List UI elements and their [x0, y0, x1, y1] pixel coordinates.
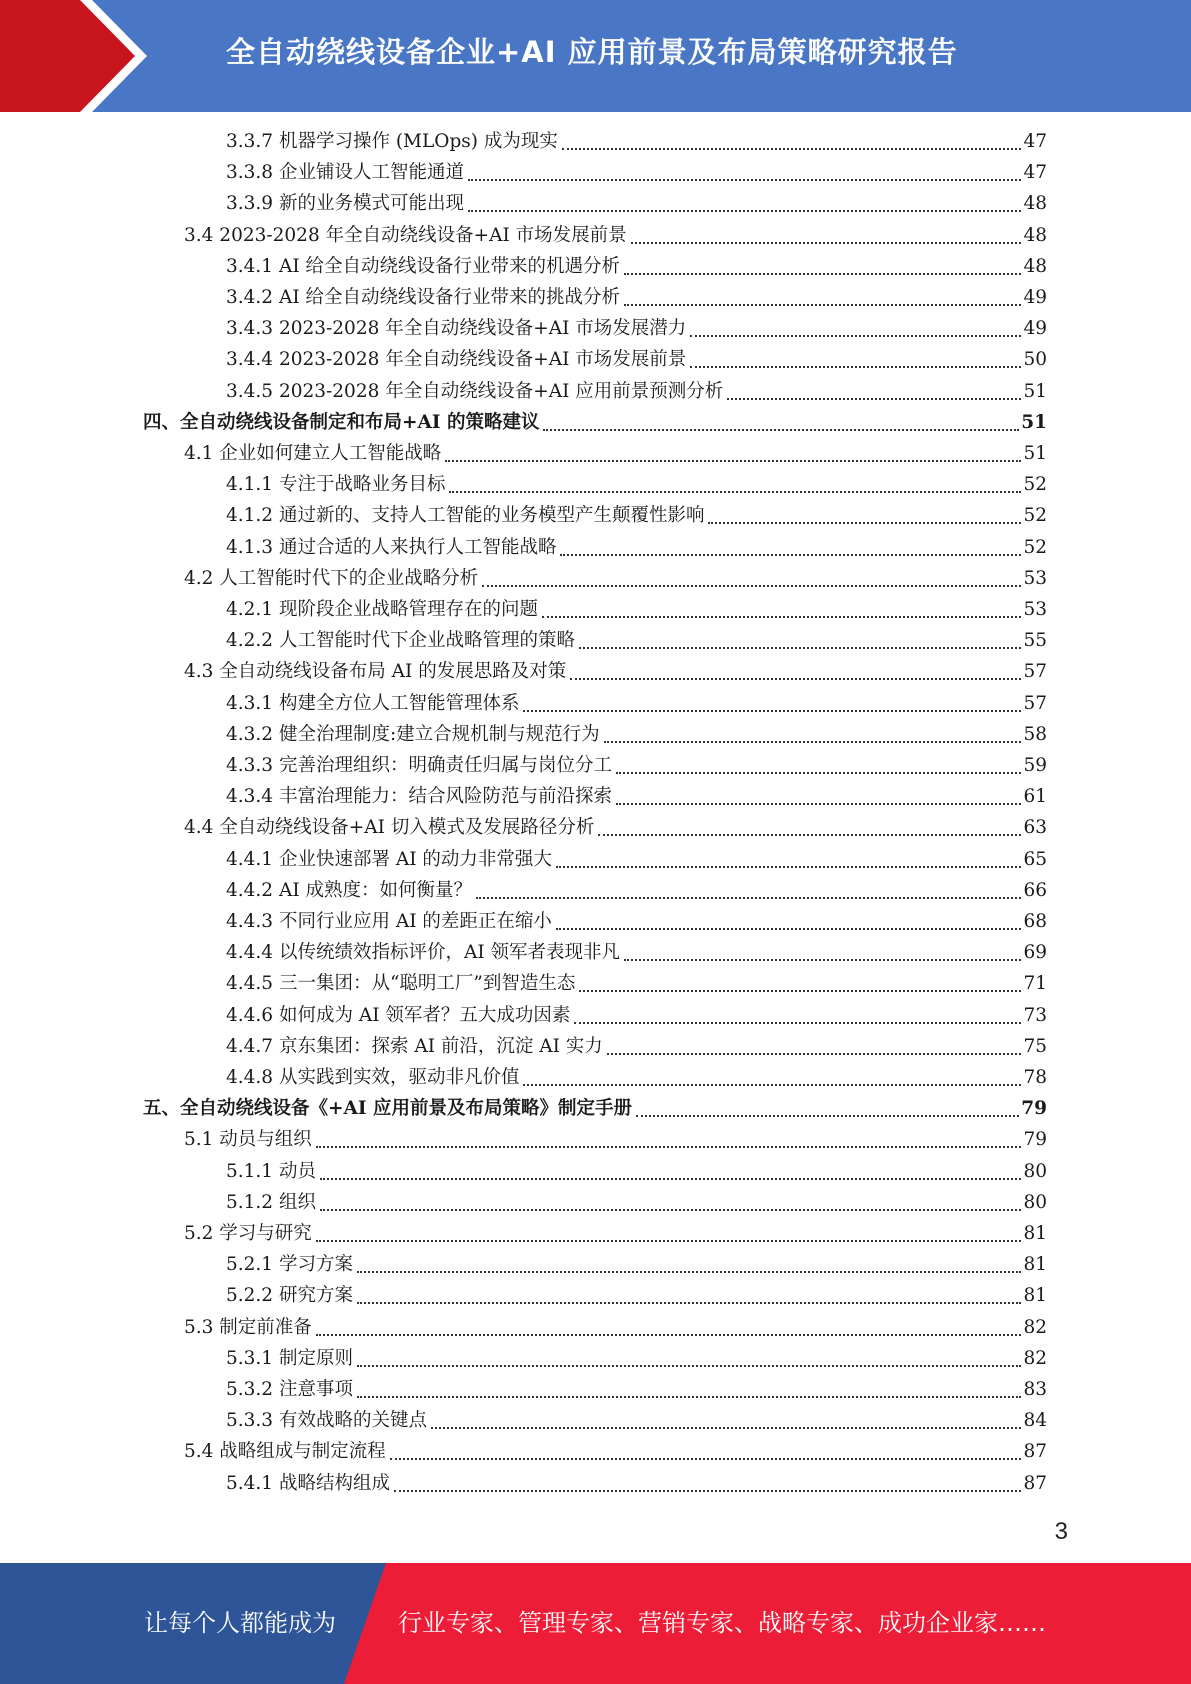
toc-entry-page: 82	[1023, 1348, 1047, 1369]
toc-dot-leader	[523, 1083, 1021, 1086]
toc-dot-leader	[624, 958, 1021, 961]
toc-entry-title: 3.4.5 2023-2028 年全自动绕线设备+AI 应用前景预测分析	[226, 381, 724, 402]
toc-entry[interactable]	[226, 345, 1047, 375]
toc-entry[interactable]	[226, 1001, 1047, 1031]
toc-dot-leader	[394, 1489, 1021, 1492]
toc-dot-leader	[390, 1457, 1022, 1460]
toc-entry[interactable]	[226, 626, 1047, 656]
toc-entry-title: 5.2.2 研究方案	[226, 1285, 353, 1306]
toc-entry-title: 4.4.8 从实践到实效，驱动非凡价值	[226, 1067, 520, 1088]
toc-entry-title: 3.4 2023-2028 年全自动绕线设备+AI 市场发展前景	[184, 225, 627, 246]
toc-entry[interactable]	[226, 1250, 1047, 1280]
toc-entry-page: 83	[1023, 1379, 1047, 1400]
toc-entry-page: 84	[1023, 1410, 1047, 1431]
toc-dot-leader	[708, 521, 1021, 524]
toc-entry[interactable]	[226, 689, 1047, 719]
toc-entry-page: 52	[1023, 505, 1047, 526]
toc-dot-leader	[320, 1177, 1022, 1180]
toc-entry-page: 68	[1023, 911, 1047, 932]
toc-entry-page: 49	[1023, 287, 1047, 308]
toc-entry-title: 5.3.1 制定原则	[226, 1348, 353, 1369]
toc-entry[interactable]	[226, 1157, 1047, 1187]
toc-entry-page: 65	[1023, 849, 1047, 870]
toc-dot-leader	[316, 1145, 1022, 1148]
toc-entry[interactable]	[184, 1125, 1047, 1155]
toc-dot-leader	[431, 1426, 1021, 1429]
toc-entry[interactable]	[226, 1188, 1047, 1218]
toc-entry[interactable]	[184, 1313, 1047, 1343]
toc-entry-page: 48	[1023, 193, 1047, 214]
toc-dot-leader	[316, 1239, 1022, 1242]
toc-entry-title: 5.3.3 有效战略的关键点	[226, 1410, 427, 1431]
toc-dot-leader	[636, 1114, 1019, 1117]
toc-dot-leader	[468, 209, 1021, 212]
toc-entry-page: 75	[1023, 1036, 1047, 1057]
toc-dot-leader	[543, 428, 1019, 431]
toc-entry[interactable]	[226, 533, 1047, 563]
toc-dot-leader	[579, 646, 1021, 649]
toc-entry[interactable]	[143, 1094, 1047, 1124]
toc-dot-leader	[727, 397, 1021, 400]
toc-entry-page: 66	[1023, 880, 1047, 901]
toc-dot-leader	[316, 1333, 1022, 1336]
toc-entry-page: 79	[1023, 1129, 1047, 1150]
toc-entry-page: 58	[1023, 724, 1047, 745]
toc-entry[interactable]	[226, 158, 1047, 188]
toc-entry[interactable]	[226, 1406, 1047, 1436]
toc-entry-page: 47	[1023, 131, 1047, 152]
toc-entry-page: 73	[1023, 1005, 1047, 1026]
toc-entry-title: 4.2.2 人工智能时代下企业战略管理的策略	[226, 630, 575, 651]
toc-entry[interactable]	[226, 470, 1047, 500]
toc-dot-leader	[468, 178, 1021, 181]
toc-dot-leader	[523, 709, 1021, 712]
toc-entry-title: 4.3.4 丰富治理能力：结合风险防范与前沿探索	[226, 786, 612, 807]
toc-entry[interactable]	[226, 1469, 1047, 1499]
toc-entry-title: 4.4.3 不同行业应用 AI 的差距正在缩小	[226, 911, 552, 932]
toc-entry-title: 4.3.3 完善治理组织：明确责任归属与岗位分工	[226, 755, 612, 776]
toc-entry-title: 5.1.2 组织	[226, 1192, 316, 1213]
toc-entry-title: 3.4.1 AI 给全自动绕线设备行业带来的机遇分析	[226, 256, 621, 277]
toc-dot-leader	[357, 1301, 1022, 1304]
toc-entry-page: 81	[1023, 1254, 1047, 1275]
toc-entry-title: 5.2 学习与研究	[184, 1223, 312, 1244]
toc-dot-leader	[357, 1364, 1022, 1367]
toc-dot-leader	[616, 802, 1021, 805]
toc-entry-page: 48	[1023, 225, 1047, 246]
toc-entry-title: 四、全自动绕线设备制定和布局+AI 的策略建议	[143, 412, 540, 433]
toc-entry-title: 4.3.1 构建全方位人工智能管理体系	[226, 693, 520, 714]
toc-dot-leader	[570, 677, 1021, 680]
toc-entry[interactable]	[184, 1219, 1047, 1249]
toc-entry[interactable]	[226, 1032, 1047, 1062]
footer-slogan-right: 行业专家、管理专家、营销专家、战略专家、成功企业家……	[398, 1609, 1046, 1637]
toc-entry-title: 4.4.5 三一集团：从“聪明工厂”到智造生态	[226, 973, 576, 994]
toc-entry-title: 3.3.7 机器学习操作 (MLOps) 成为现实	[226, 131, 558, 152]
toc-entry-title: 5.3.2 注意事项	[226, 1379, 353, 1400]
toc-entry-title: 5.4.1 战略结构组成	[226, 1473, 390, 1494]
toc-dot-leader	[624, 303, 1021, 306]
toc-entry-page: 57	[1023, 693, 1047, 714]
toc-entry-page: 48	[1023, 256, 1047, 277]
toc-entry-title: 4.3 全自动绕线设备布局 AI 的发展思路及对策	[184, 661, 567, 682]
toc-dot-leader	[445, 459, 1021, 462]
toc-entry-page: 57	[1023, 661, 1047, 682]
toc-entry[interactable]	[143, 408, 1047, 438]
toc-dot-leader	[690, 365, 1021, 368]
toc-entry-page: 80	[1023, 1192, 1047, 1213]
toc-dot-leader	[556, 865, 1022, 868]
toc-entry[interactable]	[226, 377, 1047, 407]
toc-entry-title: 4.4.6 如何成为 AI 领军者？五大成功因素	[226, 1005, 571, 1026]
toc-dot-leader	[556, 927, 1022, 930]
toc-entry-page: 50	[1023, 349, 1047, 370]
toc-entry-title: 5.2.1 学习方案	[226, 1254, 353, 1275]
toc-entry-page: 87	[1023, 1441, 1047, 1462]
toc-dot-leader	[574, 1021, 1021, 1024]
toc-entry-title: 4.1.2 通过新的、支持人工智能的业务模型产生颠覆性影响	[226, 505, 705, 526]
toc-dot-leader	[320, 1208, 1022, 1211]
toc-entry-title: 5.3 制定前准备	[184, 1317, 312, 1338]
toc-dot-leader	[449, 490, 1021, 493]
toc-entry[interactable]	[226, 1281, 1047, 1311]
toc-entry-page: 53	[1023, 599, 1047, 620]
toc-entry-page: 82	[1023, 1317, 1047, 1338]
toc-entry[interactable]	[226, 751, 1047, 781]
toc-entry[interactable]	[226, 127, 1047, 157]
toc-entry[interactable]	[184, 813, 1047, 843]
toc-entry-page: 71	[1023, 973, 1047, 994]
toc-entry[interactable]	[226, 1344, 1047, 1374]
toc-entry-page: 61	[1023, 786, 1047, 807]
toc-dot-leader	[624, 272, 1021, 275]
toc-entry-title: 3.3.9 新的业务模式可能出现	[226, 193, 464, 214]
toc-entry-page: 78	[1023, 1067, 1047, 1088]
toc-entry[interactable]	[226, 1063, 1047, 1093]
toc-entry-page: 69	[1023, 942, 1047, 963]
toc-dot-leader	[542, 615, 1021, 618]
toc-entry-page: 80	[1023, 1161, 1047, 1182]
toc-entry-page: 51	[1021, 412, 1047, 433]
toc-entry-page: 81	[1023, 1285, 1047, 1306]
toc-entry-title: 3.4.2 AI 给全自动绕线设备行业带来的挑战分析	[226, 287, 621, 308]
toc-dot-leader	[579, 989, 1021, 992]
toc-entry[interactable]	[184, 657, 1047, 687]
toc-entry-page: 51	[1023, 381, 1047, 402]
toc-entry-page: 53	[1023, 568, 1047, 589]
toc-dot-leader	[604, 740, 1022, 743]
footer-slogan-left: 让每个人都能成为	[144, 1609, 336, 1637]
toc-entry-page: 47	[1023, 162, 1047, 183]
toc-entry-title: 5.1.1 动员	[226, 1161, 316, 1182]
toc-entry-page: 87	[1023, 1473, 1047, 1494]
toc-entry-title: 5.4 战略组成与制定流程	[184, 1441, 386, 1462]
toc-entry-page: 63	[1023, 817, 1047, 838]
toc-entry-title: 3.4.3 2023-2028 年全自动绕线设备+AI 市场发展潜力	[226, 318, 687, 339]
toc-entry[interactable]	[226, 252, 1047, 282]
toc-entry-title: 4.1.3 通过合适的人来执行人工智能战略	[226, 537, 557, 558]
toc-entry-title: 4.4.1 企业快速部署 AI 的动力非常强大	[226, 849, 552, 870]
toc-dot-leader	[616, 771, 1021, 774]
toc-entry[interactable]	[226, 189, 1047, 219]
toc-entry-page: 49	[1023, 318, 1047, 339]
toc-entry-title: 五、全自动绕线设备《+AI 应用前景及布局策略》制定手册	[143, 1098, 632, 1119]
toc-entry-title: 4.4.2 AI 成熟度：如何衡量？	[226, 880, 473, 901]
toc-entry[interactable]	[226, 876, 1047, 906]
toc-entry[interactable]	[226, 595, 1047, 625]
toc-entry[interactable]	[226, 782, 1047, 812]
report-title: 全自动绕线设备企业+AI 应用前景及布局策略研究报告	[226, 35, 958, 69]
toc-entry[interactable]	[226, 1375, 1047, 1405]
toc-entry-title: 4.1 企业如何建立人工智能战略	[184, 443, 442, 464]
toc-entry-title: 4.4.4 以传统绩效指标评价，AI 领军者表现非凡	[226, 942, 621, 963]
toc-entry[interactable]	[184, 221, 1047, 251]
toc-entry[interactable]	[226, 720, 1047, 750]
toc-dot-leader	[598, 833, 1021, 836]
toc-entry[interactable]	[226, 283, 1047, 313]
toc-dot-leader	[482, 584, 1021, 587]
toc-dot-leader	[560, 553, 1021, 556]
toc-entry[interactable]	[226, 501, 1047, 531]
toc-entry[interactable]	[226, 938, 1047, 968]
toc-entry-page: 79	[1021, 1098, 1047, 1119]
page-footer	[0, 1563, 1191, 1684]
toc-dot-leader	[690, 334, 1021, 337]
toc-entry-page: 81	[1023, 1223, 1047, 1244]
toc-entry-page: 55	[1023, 630, 1047, 651]
toc-entry-title: 3.4.4 2023-2028 年全自动绕线设备+AI 市场发展前景	[226, 349, 687, 370]
toc-dot-leader	[357, 1270, 1022, 1273]
toc-dot-leader	[357, 1395, 1022, 1398]
toc-entry-title: 4.3.2 健全治理制度:建立合规机制与规范行为	[226, 724, 600, 745]
toc-entry-page: 59	[1023, 755, 1047, 776]
toc-entry-title: 5.1 动员与组织	[184, 1129, 312, 1150]
toc-entry-title: 4.4.7 京东集团：探索 AI 前沿，沉淀 AI 实力	[226, 1036, 603, 1057]
page-header	[0, 0, 1191, 112]
toc-entry[interactable]	[226, 907, 1047, 937]
toc-entry[interactable]	[184, 564, 1047, 594]
toc-dot-leader	[476, 896, 1021, 899]
toc-entry-page: 52	[1023, 537, 1047, 558]
toc-entry[interactable]	[226, 314, 1047, 344]
toc-entry-title: 3.3.8 企业铺设人工智能通道	[226, 162, 464, 183]
toc-entry[interactable]	[226, 845, 1047, 875]
toc-dot-leader	[562, 147, 1022, 150]
toc-entry[interactable]	[184, 1437, 1047, 1467]
toc-entry-title: 4.2 人工智能时代下的企业战略分析	[184, 568, 479, 589]
toc-dot-leader	[607, 1052, 1022, 1055]
toc-entry-page: 52	[1023, 474, 1047, 495]
toc-dot-leader	[631, 241, 1022, 244]
toc-entry-title: 4.4 全自动绕线设备+AI 切入模式及发展路径分析	[184, 817, 595, 838]
toc-entry-page: 51	[1023, 443, 1047, 464]
toc-entry-title: 4.1.1 专注于战略业务目标	[226, 474, 446, 495]
page-number: 3	[1054, 1518, 1068, 1545]
toc-entry[interactable]	[184, 439, 1047, 469]
toc-entry[interactable]	[226, 969, 1047, 999]
toc-entry-title: 4.2.1 现阶段企业战略管理存在的问题	[226, 599, 538, 620]
